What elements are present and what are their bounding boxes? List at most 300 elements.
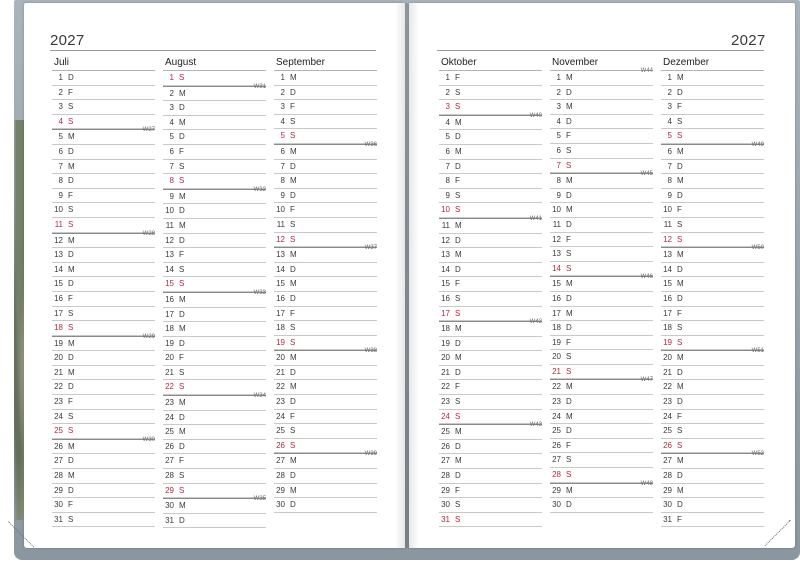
weekday-letter: F bbox=[677, 102, 682, 112]
day-row bbox=[52, 436, 155, 455]
day-row bbox=[52, 248, 155, 263]
day-row bbox=[52, 100, 155, 115]
day-number: 28 bbox=[165, 471, 174, 481]
day-number: 2 bbox=[445, 87, 450, 97]
day-number: 10 bbox=[552, 205, 561, 215]
day-number: 19 bbox=[441, 338, 450, 348]
day-row bbox=[274, 395, 377, 410]
weekday-letter: S bbox=[179, 161, 185, 171]
day-row bbox=[52, 218, 155, 233]
day-row bbox=[661, 307, 764, 322]
day-row bbox=[439, 351, 542, 366]
weekday-letter: F bbox=[68, 500, 73, 510]
day-row bbox=[550, 247, 653, 262]
day-row bbox=[52, 86, 155, 101]
day-row bbox=[163, 204, 266, 219]
year-left: 2027 bbox=[50, 32, 85, 49]
day-number: 1 bbox=[169, 73, 174, 82]
day-row bbox=[163, 145, 266, 160]
day-number: 27 bbox=[54, 456, 63, 466]
day-number: 17 bbox=[441, 308, 450, 318]
day-number: 7 bbox=[169, 161, 174, 171]
day-number: 12 bbox=[552, 234, 561, 244]
day-row bbox=[550, 189, 653, 204]
weekday-letter: D bbox=[290, 367, 296, 377]
weekday-letter: F bbox=[677, 411, 682, 421]
day-row bbox=[550, 365, 653, 380]
day-number: 6 bbox=[667, 146, 672, 156]
weekday-letter: D bbox=[179, 412, 185, 422]
day-number: 17 bbox=[54, 308, 63, 318]
day-row bbox=[661, 424, 764, 439]
weekday-letter: M bbox=[677, 456, 684, 466]
weekday-letter: D bbox=[68, 382, 74, 392]
day-row bbox=[163, 469, 266, 484]
day-row bbox=[163, 411, 266, 426]
weekday-letter: M bbox=[179, 427, 186, 437]
day-row bbox=[274, 469, 377, 484]
weekday-letter: M bbox=[455, 117, 462, 127]
day-row bbox=[52, 189, 155, 204]
day-number: 15 bbox=[441, 279, 450, 289]
weekday-letter: F bbox=[68, 87, 73, 97]
weekday-letter: D bbox=[677, 293, 683, 303]
day-number: 8 bbox=[169, 176, 174, 186]
weekday-letter: D bbox=[566, 190, 572, 200]
weekday-letter: D bbox=[68, 73, 74, 82]
day-number: 2 bbox=[556, 87, 561, 97]
day-number: 9 bbox=[556, 190, 561, 200]
day-row bbox=[550, 203, 653, 218]
day-row bbox=[439, 307, 542, 322]
weekday-letter: M bbox=[677, 382, 684, 392]
weekday-letter: S bbox=[290, 219, 296, 229]
weekday-letter: M bbox=[179, 88, 186, 98]
day-row bbox=[52, 333, 155, 352]
day-row bbox=[439, 410, 542, 425]
weekday-letter: D bbox=[68, 279, 74, 289]
weekday-letter: F bbox=[455, 176, 460, 186]
day-number: 2 bbox=[169, 88, 174, 98]
day-row bbox=[274, 453, 377, 469]
day-row bbox=[661, 203, 764, 218]
day-list bbox=[274, 70, 377, 513]
day-number: 2 bbox=[58, 87, 63, 97]
week-number: W48 bbox=[640, 480, 653, 487]
day-number: 8 bbox=[556, 176, 561, 186]
day-number: 22 bbox=[663, 382, 672, 392]
day-number: 17 bbox=[552, 308, 561, 318]
weekday-letter: F bbox=[68, 293, 73, 303]
weekday-letter: S bbox=[566, 160, 572, 170]
day-number: 20 bbox=[441, 353, 450, 363]
day-number: 5 bbox=[556, 131, 561, 141]
weekday-letter: D bbox=[68, 485, 74, 495]
weekday-letter: S bbox=[455, 397, 461, 407]
day-number: 11 bbox=[165, 220, 174, 230]
day-number: 1 bbox=[280, 73, 285, 82]
day-row bbox=[274, 100, 377, 115]
day-number: 5 bbox=[58, 132, 63, 142]
day-row bbox=[661, 380, 764, 395]
weekday-letter: M bbox=[566, 176, 573, 186]
month-column-november bbox=[550, 57, 653, 513]
weekday-letter: F bbox=[677, 205, 682, 215]
weekday-letter: M bbox=[455, 353, 462, 363]
day-row bbox=[163, 186, 266, 205]
day-row bbox=[274, 233, 377, 248]
day-row bbox=[163, 366, 266, 381]
day-row bbox=[274, 263, 377, 278]
weekday-letter: D bbox=[566, 219, 572, 229]
day-row bbox=[439, 130, 542, 145]
day-number: 28 bbox=[54, 471, 63, 481]
weekday-letter: F bbox=[566, 440, 571, 450]
weekday-letter: M bbox=[68, 235, 75, 245]
day-row bbox=[661, 469, 764, 484]
day-row bbox=[439, 234, 542, 249]
day-number: 22 bbox=[276, 382, 285, 392]
day-row bbox=[52, 115, 155, 130]
day-row bbox=[274, 336, 377, 351]
week-number: W37 bbox=[364, 245, 377, 252]
weekday-letter: F bbox=[455, 382, 460, 392]
day-number: 11 bbox=[276, 219, 285, 229]
day-number: 29 bbox=[663, 485, 672, 495]
day-number: 8 bbox=[280, 176, 285, 186]
day-row bbox=[52, 484, 155, 499]
weekday-letter: S bbox=[179, 485, 185, 495]
day-row bbox=[274, 247, 377, 263]
day-number: 31 bbox=[663, 514, 672, 524]
day-row bbox=[661, 263, 764, 278]
weekday-letter: D bbox=[290, 87, 296, 97]
weekday-letter: S bbox=[566, 249, 572, 259]
weekday-letter: M bbox=[677, 250, 684, 260]
weekday-letter: M bbox=[179, 398, 186, 408]
day-number: 30 bbox=[663, 500, 672, 510]
day-row bbox=[52, 366, 155, 381]
weekday-letter: M bbox=[68, 338, 75, 348]
day-row bbox=[163, 308, 266, 323]
weekday-letter: S bbox=[290, 426, 296, 436]
month-name: September bbox=[276, 57, 325, 68]
day-number: 6 bbox=[280, 146, 285, 156]
day-row bbox=[52, 498, 155, 513]
month-name: Dezember bbox=[663, 57, 710, 68]
day-number: 18 bbox=[54, 323, 63, 333]
day-row bbox=[163, 425, 266, 440]
day-number: 5 bbox=[280, 131, 285, 141]
weekday-letter: M bbox=[677, 353, 684, 363]
weekday-letter: D bbox=[677, 500, 683, 510]
day-row bbox=[52, 454, 155, 469]
day-row bbox=[439, 203, 542, 218]
day-number: 12 bbox=[165, 235, 174, 245]
weekday-letter: M bbox=[68, 132, 75, 142]
day-row bbox=[550, 218, 653, 233]
day-row bbox=[163, 454, 266, 469]
book-gutter bbox=[395, 3, 419, 548]
weekday-letter: S bbox=[290, 440, 296, 450]
day-number: 16 bbox=[276, 293, 285, 303]
weekday-letter: D bbox=[68, 456, 74, 466]
day-row bbox=[550, 307, 653, 322]
weekday-letter: M bbox=[290, 353, 297, 363]
day-number: 15 bbox=[552, 279, 561, 289]
day-list bbox=[439, 70, 542, 527]
week-number: W28 bbox=[142, 230, 155, 237]
weekday-letter: S bbox=[179, 367, 185, 377]
day-number: 26 bbox=[552, 440, 561, 450]
day-row bbox=[52, 160, 155, 175]
day-row bbox=[52, 307, 155, 322]
weekday-letter: M bbox=[566, 308, 573, 318]
weekday-letter: M bbox=[290, 146, 297, 156]
weekday-letter: S bbox=[68, 514, 74, 524]
day-row bbox=[439, 112, 542, 131]
day-row bbox=[661, 71, 764, 86]
day-row bbox=[163, 322, 266, 337]
day-row bbox=[439, 215, 542, 234]
day-row bbox=[439, 469, 542, 484]
day-number: 11 bbox=[441, 220, 450, 230]
weekday-letter: D bbox=[179, 132, 185, 142]
weekday-letter: D bbox=[290, 293, 296, 303]
day-number: 16 bbox=[663, 293, 672, 303]
week-number: W30 bbox=[142, 436, 155, 443]
day-row bbox=[439, 366, 542, 381]
weekday-letter: M bbox=[455, 324, 462, 334]
day-number: 18 bbox=[165, 324, 174, 334]
weekday-letter: S bbox=[677, 116, 683, 126]
day-number: 23 bbox=[552, 397, 561, 407]
weekday-letter: M bbox=[179, 294, 186, 304]
weekday-letter: D bbox=[677, 161, 683, 171]
day-number: 9 bbox=[445, 190, 450, 200]
day-number: 3 bbox=[280, 102, 285, 112]
day-number: 31 bbox=[441, 514, 450, 524]
day-number: 21 bbox=[663, 367, 672, 377]
day-row bbox=[661, 321, 764, 336]
weekday-letter: F bbox=[179, 353, 184, 363]
day-row bbox=[163, 395, 266, 411]
weekday-letter: F bbox=[290, 308, 295, 318]
weekday-letter: S bbox=[290, 337, 296, 347]
weekday-letter: D bbox=[455, 367, 461, 377]
weekday-letter: D bbox=[68, 176, 74, 186]
day-row bbox=[439, 292, 542, 307]
day-number: 31 bbox=[54, 514, 63, 524]
day-row bbox=[550, 321, 653, 336]
day-number: 21 bbox=[441, 367, 450, 377]
day-row bbox=[661, 366, 764, 381]
day-row bbox=[661, 350, 764, 366]
day-number: 30 bbox=[165, 501, 174, 511]
weekday-letter: M bbox=[68, 471, 75, 481]
day-number: 10 bbox=[276, 205, 285, 215]
day-row bbox=[52, 321, 155, 336]
weekday-letter: S bbox=[566, 366, 572, 376]
day-row bbox=[52, 351, 155, 366]
weekday-letter: S bbox=[179, 73, 185, 82]
weekday-letter: D bbox=[677, 471, 683, 481]
weekday-letter: S bbox=[290, 234, 296, 244]
day-number: 24 bbox=[441, 411, 450, 421]
weekday-letter: S bbox=[455, 87, 461, 97]
day-row bbox=[661, 218, 764, 233]
day-row bbox=[52, 513, 155, 528]
day-number: 25 bbox=[552, 426, 561, 436]
weekday-letter: F bbox=[566, 234, 571, 244]
day-row bbox=[550, 276, 653, 292]
weekday-letter: D bbox=[179, 309, 185, 319]
day-number: 29 bbox=[165, 485, 174, 495]
weekday-letter: S bbox=[677, 323, 683, 333]
day-row bbox=[661, 484, 764, 499]
day-number: 24 bbox=[552, 411, 561, 421]
weekday-letter: S bbox=[566, 455, 572, 465]
week-number: W47 bbox=[640, 377, 653, 384]
weekday-letter: M bbox=[290, 176, 297, 186]
day-row bbox=[550, 480, 653, 499]
day-number: 1 bbox=[58, 73, 63, 82]
day-row bbox=[661, 513, 764, 528]
weekday-letter: M bbox=[566, 73, 573, 82]
day-row bbox=[439, 321, 542, 337]
weekday-letter: M bbox=[455, 250, 462, 260]
day-row bbox=[163, 130, 266, 145]
day-number: 9 bbox=[667, 190, 672, 200]
weekday-letter: S bbox=[179, 382, 185, 392]
day-number: 28 bbox=[663, 471, 672, 481]
weekday-letter: S bbox=[455, 308, 461, 318]
weekday-letter: S bbox=[290, 131, 296, 141]
day-number: 19 bbox=[552, 337, 561, 347]
day-number: 17 bbox=[165, 309, 174, 319]
weekday-letter: M bbox=[455, 427, 462, 437]
day-row bbox=[52, 230, 155, 249]
day-number: 9 bbox=[58, 190, 63, 200]
week-number: W39 bbox=[364, 451, 377, 458]
day-number: 16 bbox=[441, 293, 450, 303]
day-number: 16 bbox=[54, 293, 63, 303]
day-row bbox=[274, 189, 377, 204]
day-row bbox=[439, 277, 542, 292]
day-row bbox=[52, 277, 155, 292]
day-row bbox=[163, 174, 266, 189]
day-row bbox=[550, 173, 653, 189]
day-row bbox=[439, 160, 542, 175]
day-number: 2 bbox=[667, 87, 672, 97]
week-number: W49 bbox=[751, 141, 764, 148]
week-number: W41 bbox=[529, 215, 542, 222]
day-number: 27 bbox=[165, 456, 174, 466]
weekday-letter: D bbox=[290, 190, 296, 200]
day-number: 25 bbox=[165, 427, 174, 437]
weekday-letter: M bbox=[179, 117, 186, 127]
day-number: 20 bbox=[663, 353, 672, 363]
day-number: 20 bbox=[552, 352, 561, 362]
day-number: 23 bbox=[54, 397, 63, 407]
weekday-letter: S bbox=[566, 352, 572, 362]
day-row bbox=[661, 336, 764, 351]
day-row bbox=[550, 410, 653, 425]
weekday-letter: D bbox=[179, 515, 185, 525]
day-row bbox=[661, 292, 764, 307]
day-number: 23 bbox=[276, 397, 285, 407]
day-row bbox=[274, 439, 377, 454]
day-row bbox=[274, 115, 377, 130]
day-row bbox=[439, 189, 542, 204]
day-number: 12 bbox=[441, 235, 450, 245]
weekday-letter: D bbox=[566, 397, 572, 407]
weekday-letter: F bbox=[566, 337, 571, 347]
weekday-letter: S bbox=[455, 205, 461, 215]
day-row bbox=[661, 247, 764, 263]
day-number: 4 bbox=[667, 116, 672, 126]
day-row bbox=[52, 145, 155, 160]
day-number: 14 bbox=[441, 264, 450, 274]
day-number: 21 bbox=[276, 367, 285, 377]
day-number: 7 bbox=[58, 161, 63, 171]
day-row bbox=[274, 277, 377, 292]
weekday-letter: M bbox=[677, 146, 684, 156]
day-number: 4 bbox=[169, 117, 174, 127]
day-row bbox=[274, 71, 377, 86]
week-number: W29 bbox=[142, 333, 155, 340]
day-number: 6 bbox=[445, 146, 450, 156]
day-number: 22 bbox=[54, 382, 63, 392]
day-number: 8 bbox=[667, 176, 672, 186]
day-number: 13 bbox=[165, 250, 174, 260]
weekday-letter: D bbox=[179, 338, 185, 348]
day-number: 4 bbox=[556, 116, 561, 126]
day-number: 26 bbox=[54, 441, 63, 451]
week-number: W40 bbox=[529, 112, 542, 119]
weekday-letter: D bbox=[566, 426, 572, 436]
day-number: 13 bbox=[441, 250, 450, 260]
day-number: 21 bbox=[552, 366, 561, 376]
week-number: W51 bbox=[751, 348, 764, 355]
weekday-letter: S bbox=[179, 279, 185, 289]
day-number: 14 bbox=[54, 264, 63, 274]
day-number: 20 bbox=[54, 353, 63, 363]
day-number: 15 bbox=[54, 279, 63, 289]
month-column-august bbox=[163, 57, 266, 528]
day-number: 17 bbox=[663, 308, 672, 318]
day-number: 19 bbox=[54, 338, 63, 348]
weekday-letter: S bbox=[677, 440, 683, 450]
day-number: 30 bbox=[552, 500, 561, 510]
weekday-letter: D bbox=[290, 397, 296, 407]
weekday-letter: S bbox=[455, 411, 461, 421]
day-row bbox=[439, 86, 542, 101]
day-row bbox=[550, 144, 653, 159]
day-number: 22 bbox=[165, 382, 174, 392]
day-number: 29 bbox=[552, 485, 561, 495]
weekday-letter: F bbox=[455, 279, 460, 289]
day-row bbox=[439, 248, 542, 263]
weekday-letter: M bbox=[677, 73, 684, 82]
day-row bbox=[163, 351, 266, 366]
day-number: 7 bbox=[556, 160, 561, 170]
weekday-letter: M bbox=[290, 485, 297, 495]
weekday-letter: F bbox=[455, 73, 460, 82]
weekday-letter: M bbox=[677, 176, 684, 186]
day-list bbox=[163, 70, 266, 528]
day-row bbox=[274, 292, 377, 307]
